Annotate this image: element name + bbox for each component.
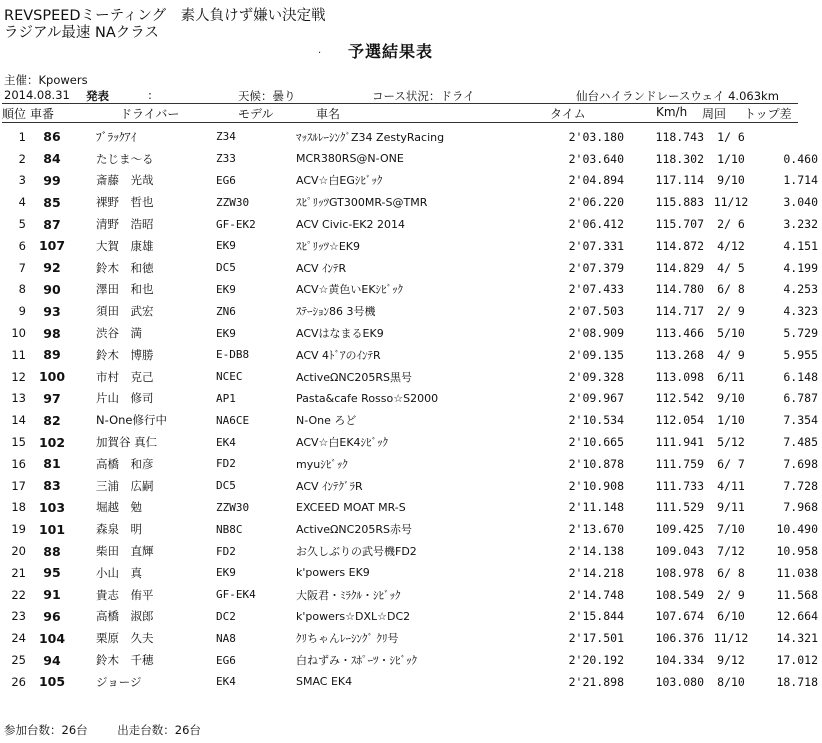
cell-car: ACV Civic-EK2 2014 — [296, 217, 406, 231]
cell-model: EG6 — [216, 173, 236, 187]
cell-lap: 6/ 7 — [717, 456, 745, 471]
cell-car: SMAC EK4 — [296, 675, 353, 689]
table-row — [0, 366, 822, 388]
cell-time: 2'10.878 — [568, 456, 624, 471]
cell-num: 85 — [43, 194, 61, 210]
cell-time: 2'20.192 — [568, 653, 624, 668]
cell-model: Z34 — [216, 130, 236, 144]
cell-lap: 9/12 — [717, 653, 745, 668]
footer — [4, 722, 227, 738]
mark-dot: · — [318, 48, 322, 59]
cell-pos: 14 — [11, 413, 26, 428]
class-title: ラジアル最速 NAクラス — [4, 25, 159, 41]
table-row — [0, 344, 822, 366]
cell-time: 2'10.665 — [568, 435, 624, 450]
cell-time: 2'11.148 — [568, 500, 624, 515]
cell-time: 2'07.331 — [568, 238, 624, 253]
table-row — [0, 627, 822, 649]
table-row — [0, 431, 822, 453]
cell-driver: 栗原 久夫 — [96, 631, 154, 646]
cell-time: 2'07.503 — [568, 304, 624, 319]
cell-car: 白ねずみ・ｽﾎﾟｰﾂ・ｼﾋﾞｯｸ — [296, 654, 417, 668]
cell-lap: 4/11 — [717, 478, 745, 493]
cell-pos: 12 — [11, 369, 26, 384]
cell-model: DC5 — [216, 261, 236, 275]
cell-kmh: 111.941 — [655, 435, 704, 450]
cell-num: 93 — [43, 303, 61, 319]
cell-num: 82 — [43, 412, 61, 428]
cell-car: ACV ｲﾝﾃｸﾞﾗR — [296, 479, 363, 493]
cell-lap: 11/12 — [713, 195, 749, 210]
cell-time: 2'03.640 — [568, 151, 624, 166]
cell-model: DC2 — [216, 609, 236, 623]
cell-lap: 7/12 — [717, 544, 745, 559]
cell-driver: 高橋 和彦 — [96, 456, 154, 471]
cell-num: 96 — [43, 608, 61, 624]
cell-pos: 2 — [18, 151, 26, 166]
table-row — [0, 409, 822, 431]
cell-driver: 清野 浩昭 — [96, 217, 154, 232]
cell-gap: 7.354 — [783, 413, 818, 428]
table-row — [0, 671, 822, 693]
cell-pos: 5 — [18, 217, 26, 232]
cell-lap: 5/10 — [717, 326, 745, 341]
cell-lap: 2/ 6 — [717, 217, 745, 232]
table-row — [0, 649, 822, 671]
cell-model: EK9 — [216, 282, 236, 296]
cell-driver: 須田 武宏 — [96, 304, 154, 319]
cell-pos: 1 — [18, 129, 26, 144]
cell-num: 104 — [38, 630, 66, 646]
cell-kmh: 108.549 — [655, 587, 704, 602]
cell-model: EK4 — [216, 675, 236, 689]
cell-model: GF-EK4 — [216, 588, 256, 602]
col-header-num: 車番 — [30, 107, 55, 121]
cell-num: 84 — [43, 151, 61, 167]
cell-time: 2'09.328 — [568, 369, 624, 384]
cell-gap: 4.199 — [783, 260, 818, 275]
cell-lap: 1/ 6 — [717, 129, 745, 144]
cell-gap: 5.729 — [783, 326, 818, 341]
cell-time: 2'07.433 — [568, 282, 624, 297]
cell-num: 103 — [38, 499, 66, 515]
table-row — [0, 606, 822, 628]
cell-pos: 9 — [18, 304, 26, 319]
cell-car: ACV 4ﾄﾞｱのｲﾝﾃR — [296, 348, 381, 362]
cell-driver: 鈴木 千穂 — [96, 653, 154, 668]
cell-kmh: 115.707 — [655, 217, 704, 232]
table-row — [0, 300, 822, 322]
cell-time: 2'15.844 — [568, 609, 624, 624]
cell-gap: 6.787 — [783, 391, 818, 406]
cell-car: k'powers EK9 — [296, 566, 370, 580]
cell-pos: 24 — [11, 631, 26, 646]
cell-car: ACV☆白EK4ｼﾋﾞｯｸ — [296, 436, 389, 450]
cell-lap: 1/10 — [717, 413, 745, 428]
cell-model: EG6 — [216, 653, 236, 667]
cell-gap: 14.321 — [776, 631, 818, 646]
col-header-gap: トップ差 — [744, 107, 792, 121]
table-row — [0, 518, 822, 540]
results-body — [0, 126, 822, 693]
cell-gap: 10.958 — [776, 544, 818, 559]
cell-kmh: 106.376 — [655, 631, 704, 646]
cell-model: ZN6 — [216, 304, 236, 318]
cell-lap: 6/ 8 — [717, 282, 745, 297]
cell-lap: 8/10 — [717, 674, 745, 689]
table-row — [0, 191, 822, 213]
cell-time: 2'08.909 — [568, 326, 624, 341]
cell-model: Z33 — [216, 152, 236, 166]
cell-gap: 7.698 — [783, 456, 818, 471]
date: 2014.08.31 — [4, 88, 70, 102]
cell-kmh: 113.098 — [655, 369, 704, 384]
col-header-car: 車名 — [316, 107, 341, 121]
cell-driver: 斎藤 光哉 — [96, 173, 154, 188]
cell-model: EK9 — [216, 239, 236, 253]
cell-num: 105 — [38, 674, 66, 690]
starters-count: 出走台数：26台 — [117, 723, 201, 737]
table-row — [0, 322, 822, 344]
cell-model: NCEC — [216, 370, 243, 384]
cell-num: 92 — [43, 260, 61, 276]
cell-kmh: 114.780 — [655, 282, 704, 297]
cell-pos: 20 — [11, 544, 26, 559]
table-row — [0, 148, 822, 170]
table-row — [0, 279, 822, 301]
cell-model: AP1 — [216, 391, 236, 405]
cell-time: 2'09.967 — [568, 391, 624, 406]
cell-kmh: 113.466 — [655, 326, 704, 341]
cell-driver: 市村 克己 — [96, 369, 154, 384]
cell-driver: 鈴木 博勝 — [96, 347, 154, 362]
cell-car: Pasta&cafe Rosso☆S2000 — [296, 391, 439, 405]
table-row — [0, 562, 822, 584]
cell-kmh: 111.529 — [655, 500, 704, 515]
cell-lap: 1/10 — [717, 151, 745, 166]
cell-num: 95 — [43, 565, 61, 581]
cell-driver: 裸野 哲也 — [96, 195, 154, 210]
col-header-model: モデル — [238, 107, 274, 121]
cell-num: 100 — [38, 369, 66, 385]
table-row — [0, 540, 822, 562]
course-condition: コース状況：ドライ — [372, 89, 475, 103]
cell-driver: 堀越 勉 — [96, 500, 142, 515]
cell-gap: 17.012 — [776, 653, 818, 668]
cell-lap: 6/11 — [717, 369, 745, 384]
cell-kmh: 117.114 — [655, 173, 704, 188]
circuit: 仙台ハイランドレースウェイ 4.063km — [576, 89, 779, 103]
announce-label: 発表 — [86, 89, 109, 103]
cell-num: 86 — [43, 129, 61, 145]
divider-header — [2, 122, 798, 123]
cell-gap: 0.460 — [783, 151, 818, 166]
cell-pos: 7 — [18, 260, 26, 275]
cell-lap: 9/10 — [717, 391, 745, 406]
cell-gap: 4.253 — [783, 282, 818, 297]
cell-kmh: 103.080 — [655, 674, 704, 689]
cell-pos: 18 — [11, 500, 26, 515]
cell-lap: 6/ 8 — [717, 565, 745, 580]
cell-model: NA8 — [216, 631, 236, 645]
cell-time: 2'09.135 — [568, 347, 624, 362]
divider-top — [2, 103, 798, 104]
cell-kmh: 109.043 — [655, 544, 704, 559]
cell-lap: 11/12 — [713, 631, 749, 646]
cell-car: ACV ｲﾝﾃR — [296, 261, 347, 275]
cell-num: 101 — [38, 521, 66, 537]
cell-num: 88 — [43, 543, 61, 559]
cell-num: 102 — [38, 434, 66, 450]
cell-num: 90 — [43, 281, 61, 297]
cell-driver: 貴志 侑平 — [96, 587, 154, 602]
cell-kmh: 109.425 — [655, 522, 704, 537]
cell-driver: 片山 修司 — [96, 391, 154, 406]
cell-gap: 7.485 — [783, 435, 818, 450]
cell-model: ZZW30 — [216, 195, 250, 209]
cell-car: ACVはなまるEK9 — [296, 327, 384, 341]
cell-pos: 13 — [11, 391, 26, 406]
cell-car: ｽﾋﾟﾘｯﾂGT300MR-S@TMR — [296, 196, 428, 210]
cell-pos: 16 — [11, 456, 26, 471]
col-header-time: タイム — [550, 107, 586, 121]
cell-driver: 柴田 直輝 — [96, 544, 154, 559]
cell-num: 83 — [43, 478, 61, 494]
cell-pos: 4 — [18, 195, 26, 210]
cell-time: 2'07.379 — [568, 260, 624, 275]
cell-pos: 11 — [11, 347, 26, 362]
cell-driver: 加賀谷 真仁 — [96, 435, 158, 450]
cell-gap: 7.968 — [783, 500, 818, 515]
cell-gap: 11.038 — [776, 565, 818, 580]
cell-time: 2'21.898 — [568, 674, 624, 689]
cell-car: ｸﾘちゃんﾚｰｼﾝｸﾞ ｸﾘ号 — [296, 632, 399, 646]
cell-lap: 2/ 9 — [717, 587, 745, 602]
cell-car: お久しぶりの武号機FD2 — [296, 545, 417, 559]
cell-time: 2'14.138 — [568, 544, 624, 559]
table-row — [0, 213, 822, 235]
cell-time: 2'04.894 — [568, 173, 624, 188]
cell-kmh: 118.302 — [655, 151, 704, 166]
cell-pos: 25 — [11, 653, 26, 668]
cell-num: 87 — [43, 216, 61, 232]
cell-num: 81 — [43, 456, 61, 472]
table-row — [0, 475, 822, 497]
cell-pos: 10 — [11, 326, 26, 341]
table-row — [0, 497, 822, 519]
table-row — [0, 235, 822, 257]
cell-model: FD2 — [216, 544, 236, 558]
cell-kmh: 107.674 — [655, 609, 704, 624]
cell-driver: N-One修行中 — [96, 413, 167, 428]
cell-lap: 7/10 — [717, 522, 745, 537]
cell-car: MCR380RS@N-ONE — [296, 152, 404, 166]
cell-pos: 17 — [11, 478, 26, 493]
cell-kmh: 118.743 — [655, 129, 704, 144]
cell-gap: 4.151 — [783, 238, 818, 253]
cell-model: NA6CE — [216, 413, 250, 427]
cell-lap: 4/ 5 — [717, 260, 745, 275]
cell-kmh: 114.829 — [655, 260, 704, 275]
cell-car: k'powers☆DXL☆DC2 — [296, 609, 411, 623]
cell-driver: 高橋 淑郎 — [96, 609, 154, 624]
cell-driver: ﾌﾞﾗｯｸｱｲ — [96, 129, 137, 144]
cell-num: 89 — [43, 347, 61, 363]
cell-lap: 9/11 — [717, 500, 745, 515]
col-header-driver: ドライバー — [120, 107, 180, 121]
cell-model: FD2 — [216, 457, 236, 471]
cell-driver: 三浦 広嗣 — [96, 478, 154, 493]
cell-kmh: 115.883 — [655, 195, 704, 210]
cell-pos: 3 — [18, 173, 26, 188]
cell-car: ACV☆黄色いEKｼﾋﾞｯｸ — [296, 283, 404, 297]
cell-car: myuｼﾋﾞｯｸ — [296, 457, 348, 471]
cell-gap: 10.490 — [776, 522, 818, 537]
col-header-pos: 順位 — [2, 107, 27, 121]
cell-lap: 9/10 — [717, 173, 745, 188]
cell-car: ｽﾋﾟﾘｯﾂ☆EK9 — [296, 239, 361, 253]
entries-count: 参加台数：26台 — [4, 723, 88, 737]
cell-driver: 渋谷 満 — [96, 326, 142, 341]
cell-gap: 4.323 — [783, 304, 818, 319]
cell-time: 2'03.180 — [568, 129, 624, 144]
cell-time: 2'10.534 — [568, 413, 624, 428]
cell-pos: 8 — [18, 282, 26, 297]
cell-model: NB8C — [216, 522, 243, 536]
cell-time: 2'06.220 — [568, 195, 624, 210]
page-heading: 予選結果表 — [348, 42, 434, 61]
cell-lap: 4/ 9 — [717, 347, 745, 362]
cell-time: 2'17.501 — [568, 631, 624, 646]
cell-time: 2'14.218 — [568, 565, 624, 580]
results-table — [0, 126, 822, 693]
cell-car: ACV☆白EGｼﾋﾞｯｸ — [296, 174, 383, 188]
organizer: 主催：Kpowers — [4, 73, 88, 87]
cell-time: 2'10.908 — [568, 478, 624, 493]
cell-model: EK9 — [216, 326, 236, 340]
cell-driver: 鈴木 和徳 — [96, 260, 154, 275]
cell-car: ActiveΩNC205RS黒号 — [296, 370, 412, 384]
event-title: REVSPEEDミーティング 素人負けず嫌い決定戦 — [4, 8, 326, 24]
cell-pos: 23 — [11, 609, 26, 624]
cell-gap: 12.664 — [776, 609, 818, 624]
cell-num: 99 — [43, 172, 61, 188]
cell-driver: 小山 真 — [96, 565, 142, 580]
table-row — [0, 126, 822, 148]
cell-gap: 18.718 — [776, 674, 818, 689]
table-row — [0, 388, 822, 410]
cell-time: 2'06.412 — [568, 217, 624, 232]
cell-kmh: 114.872 — [655, 238, 704, 253]
cell-gap — [758, 126, 822, 148]
cell-gap: 1.714 — [783, 173, 818, 188]
cell-model: EK9 — [216, 566, 236, 580]
cell-num: 98 — [43, 325, 61, 341]
cell-num: 107 — [38, 238, 66, 254]
cell-gap: 3.040 — [783, 195, 818, 210]
cell-car: N-One ろど — [296, 414, 357, 428]
cell-kmh: 104.334 — [655, 653, 704, 668]
cell-pos: 22 — [11, 587, 26, 602]
cell-num: 97 — [43, 390, 61, 406]
cell-car: ｽﾃｰｼｮﾝ86 3号機 — [296, 305, 376, 319]
cell-kmh: 113.268 — [655, 347, 704, 362]
cell-driver: 澤田 和也 — [96, 282, 154, 297]
table-row — [0, 170, 822, 192]
cell-driver: たじま～る — [96, 151, 154, 166]
cell-car: ActiveΩNC205RS赤号 — [296, 523, 412, 537]
cell-model: DC5 — [216, 479, 236, 493]
cell-num: 91 — [43, 587, 61, 603]
table-row — [0, 257, 822, 279]
col-header-lap: 周回 — [702, 107, 727, 121]
cell-kmh: 114.717 — [655, 304, 704, 319]
cell-pos: 6 — [18, 238, 26, 253]
cell-gap: 3.232 — [783, 217, 818, 232]
cell-driver: 森泉 明 — [96, 522, 142, 537]
cell-car: ﾏｯｽﾙﾚｰｼﾝｸﾞZ34 ZestyRacing — [296, 130, 445, 144]
cell-gap: 11.568 — [776, 587, 818, 602]
cell-model: GF-EK2 — [216, 217, 256, 231]
cell-time: 2'14.748 — [568, 587, 624, 602]
cell-kmh: 112.054 — [655, 413, 704, 428]
cell-kmh: 108.978 — [655, 565, 704, 580]
cell-kmh: 111.733 — [655, 478, 704, 493]
cell-lap: 5/12 — [717, 435, 745, 450]
cell-kmh: 112.542 — [655, 391, 704, 406]
cell-car: EXCEED MOAT MR-S — [296, 500, 406, 514]
cell-driver: 大賀 康雄 — [96, 238, 154, 253]
cell-car: 大阪君・ﾐﾗｸﾙ・ｼﾋﾞｯｸ — [296, 588, 401, 602]
cell-model: ZZW30 — [216, 500, 250, 514]
table-row — [0, 453, 822, 475]
cell-pos: 19 — [11, 522, 26, 537]
cell-kmh: 111.759 — [655, 456, 704, 471]
cell-gap: 6.148 — [783, 369, 818, 384]
cell-num: 94 — [43, 652, 61, 668]
cell-driver: ジョージ — [96, 674, 142, 689]
time-colon: : — [148, 88, 152, 102]
cell-gap: 5.955 — [783, 347, 818, 362]
cell-lap: 2/ 9 — [717, 304, 745, 319]
cell-time: 2'13.670 — [568, 522, 624, 537]
cell-pos: 15 — [11, 435, 26, 450]
table-row — [0, 584, 822, 606]
cell-gap: 7.728 — [783, 478, 818, 493]
cell-lap: 6/10 — [717, 609, 745, 624]
cell-model: EK4 — [216, 435, 236, 449]
cell-pos: 21 — [11, 565, 26, 580]
weather: 天候：曇り — [238, 89, 296, 103]
cell-lap: 4/12 — [717, 238, 745, 253]
cell-pos: 26 — [11, 674, 26, 689]
cell-model: E-DB8 — [216, 348, 250, 362]
col-header-kmh: Km/h — [656, 105, 688, 119]
